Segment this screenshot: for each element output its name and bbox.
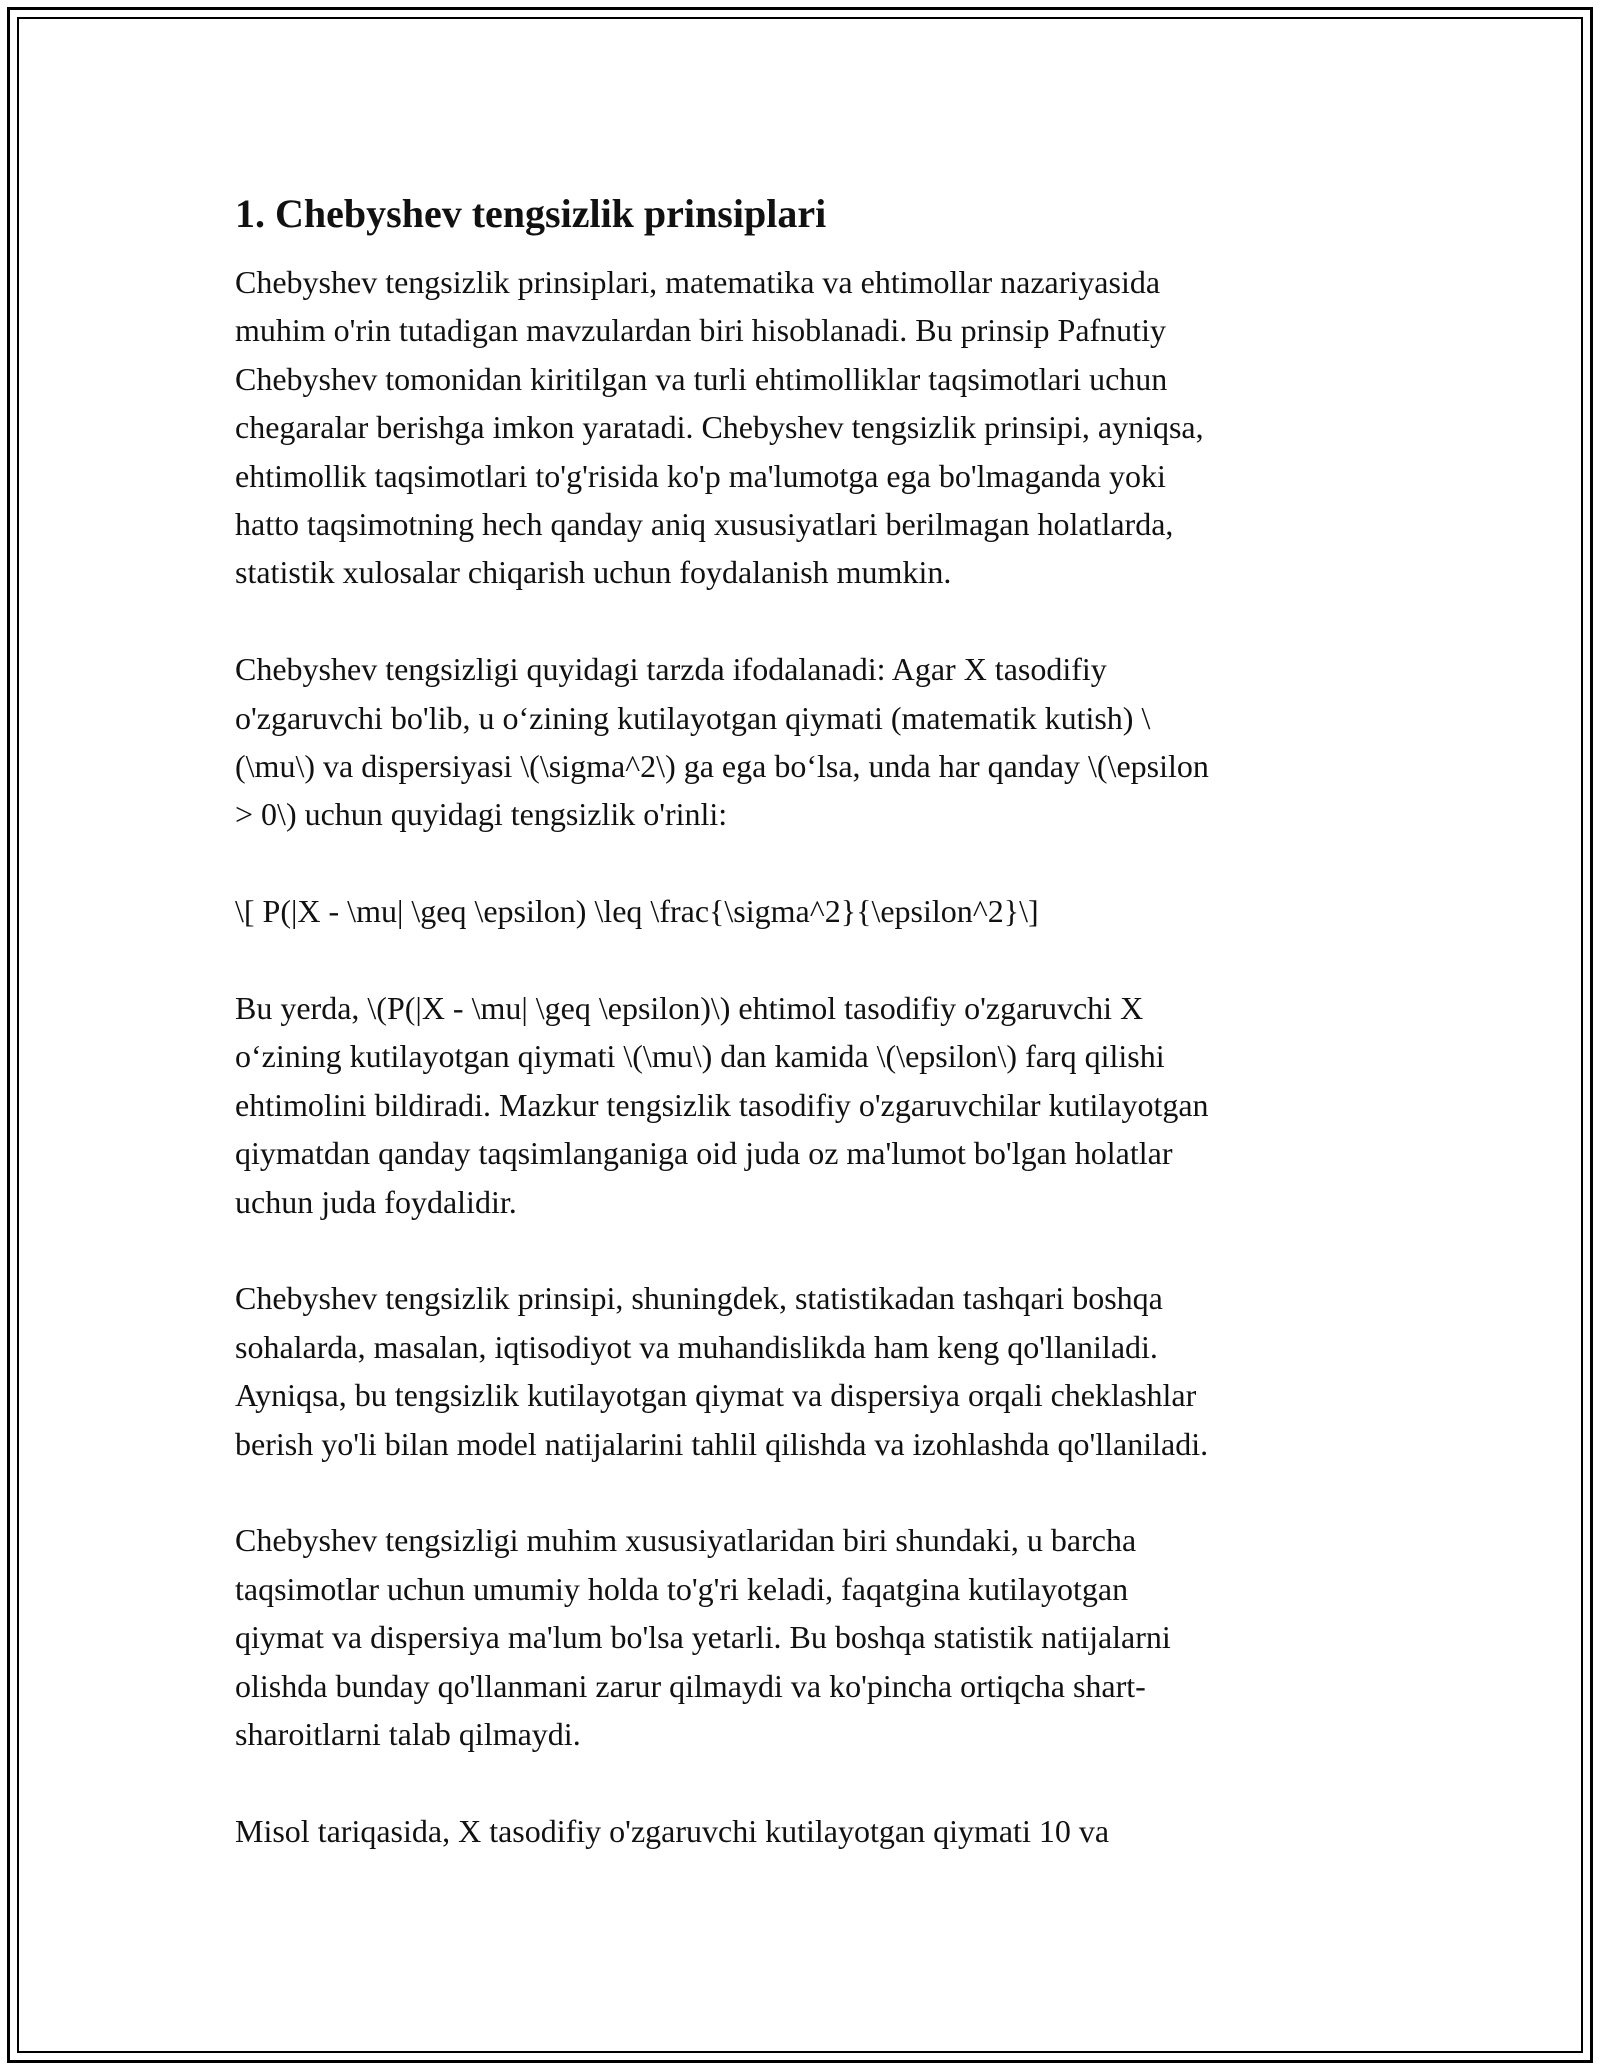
paragraph-intro: Chebyshev tengsizlik prinsiplari, matematika va ehtimollar nazariyasida muhim o'rin tutadigan mavzulardan biri hisoblanadi. Bu prinsip Pafnutiy Chebyshev tomonidan kiritilgan va turli ehtimolliklar taqsimotlari uchun chegaralar berishga imkon yaratadi. Chebyshev tengsizlik prinsipi, ayniqsa, ehtimollik taqsimotlari to'g'risida ko'p ma'lumotga ega bo'lmaganda yoki hatto taqsimotning hech qanday aniq xususiyatlari berilmagan holatlarda, statistik xulosalar chiqarish uchun foydalanish mumkin. bbox=[235, 264, 1204, 591]
document-body bbox=[235, 188, 1375, 1904]
paragraph-definition: Chebyshev tengsizligi quyidagi tarzda ifodalanadi: Agar X tasodifiy o'zgaruvchi bo'lib, u o‘zining kutilayotgan qiymati (matematik kutish) \ (\mu\) va dispersiyasi \(\sigma^2\) ga ega bo‘lsa, unda har qanday \(\epsilon > 0\) uchun quyidagi tengsizlik o'rinli: bbox=[235, 651, 1209, 833]
paragraph-property: Chebyshev tengsizligi muhim xususiyatlaridan biri shundaki, u barcha taqsimotlar uchun umumiy holda to'g'ri keladi, faqatgina kutilayotgan qiymat va dispersiya ma'lum bo'lsa yetarli. Bu boshqa statistik natijalarni olishda bunday qo'llanmani zarur qilmaydi va ko'pincha ortiqcha shart- sharoitlarni talab qilmaydi. bbox=[235, 1522, 1171, 1753]
paragraph-example: Misol tariqasida, X tasodifiy o'zgaruvchi kutilayotgan qiymati 10 va bbox=[235, 1812, 1110, 1849]
formula-chebyshev: \[ P(|X - \mu| \geq \epsilon) \leq \frac{\sigma^2}{\epsilon^2}\] bbox=[235, 893, 1039, 930]
paragraph-applications: Chebyshev tengsizlik prinsipi, shuningdek, statistikadan tashqari boshqa sohalarda, masalan, iqtisodiyot va muhandislikda ham keng qo'llaniladi. Ayniqsa, bu tengsizlik kutilayotgan qiymat va dispersiya orqali cheklashlar berish yo'li bilan model natijalarini tahlil qilishda va izohlashda qo'llaniladi. bbox=[235, 1280, 1209, 1462]
paragraph-explanation: Bu yerda, \(P(|X - \mu| \geq \epsilon)\) ehtimol tasodifiy o'zgaruvchi X o‘zining kutilayotgan qiymati \(\mu\) dan kamida \(\epsilon\) farq qilishi ehtimolini bildiradi. Mazkur tengsizlik tasodifiy o'zgaruvchilar kutilayotgan qiymatdan qanday taqsimlanganiga oid juda oz ma'lumot bo'lgan holatlar uchun juda foydalidir. bbox=[235, 990, 1209, 1220]
section-heading: 1. Chebyshev tengsizlik prinsiplari bbox=[235, 191, 827, 236]
